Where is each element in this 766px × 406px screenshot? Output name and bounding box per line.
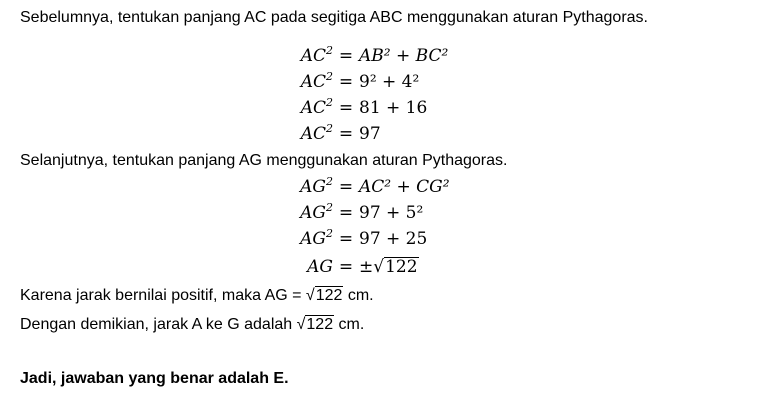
sqrt-expression: √122 — [373, 257, 418, 277]
sqrt-expression: √122 — [296, 316, 334, 333]
equation-row: $AG^2 = 97 + 5^2$ — [300, 201, 424, 223]
equation-row: $AC^2 = AB^2 + BC^2$ — [300, 44, 449, 66]
equation-row: $AC^2 = 9^2 + 4^2$ — [300, 70, 420, 92]
final-answer: Jadi, jawaban yang benar adalah E. — [20, 370, 289, 387]
equation-row: AG = ±√122 — [307, 257, 418, 277]
sqrt-expression: √122 — [305, 287, 343, 304]
equation-row: $AC^2 = 81 + 16$ — [300, 96, 428, 118]
positive-text: Karena jarak bernilai positif, maka AG = √122 cm. — [20, 287, 374, 304]
second-text: Selanjutnya, tentukan panjang AG menggunakan aturan Pythagoras. — [20, 152, 508, 169]
equation-row: $AG^2 = 97 + 25$ — [300, 227, 428, 249]
intro-text: Sebelumnya, tentukan panjang AC pada segitiga ABC menggunakan aturan Pythagoras. — [20, 9, 648, 26]
equation-row: $AC^2 = 97$ — [300, 122, 381, 144]
equation-row: $AG^2 = AC^2 + CG^2$ — [300, 175, 450, 197]
conclusion-text: Dengan demikian, jarak A ke G adalah √122 cm. — [20, 316, 365, 333]
